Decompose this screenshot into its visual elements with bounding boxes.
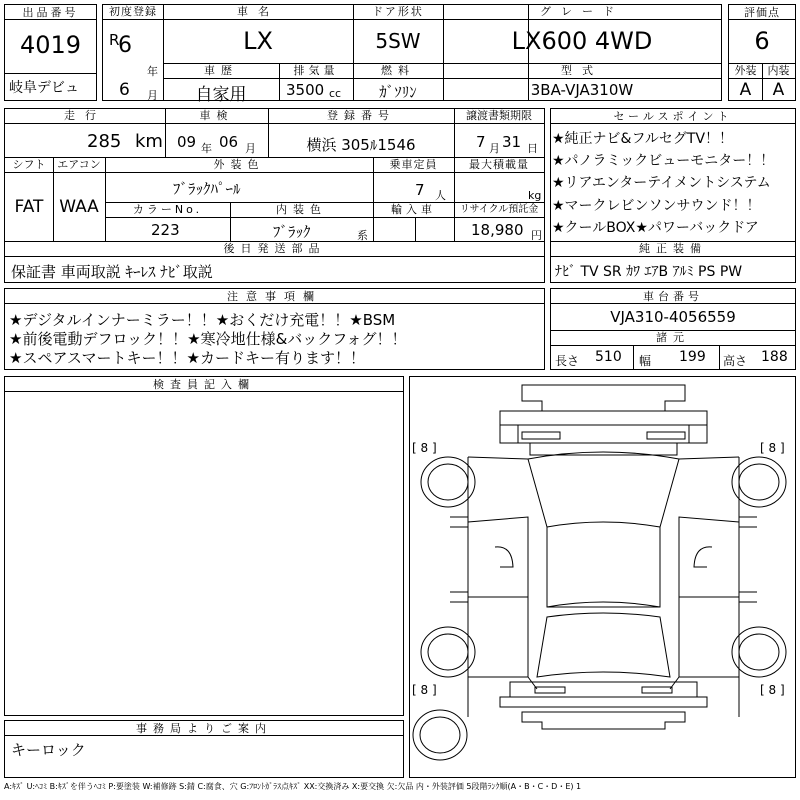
mileage-label: 走行 <box>64 109 106 122</box>
history: 自家用 <box>195 85 247 105</box>
inspector-label: 検査員記入欄 <box>5 377 403 392</box>
lot-box <box>4 4 97 101</box>
tire-mark-front-right: [ 8 ] <box>760 441 785 455</box>
grade: LX600 4WD <box>511 27 653 55</box>
color-no: 223 <box>151 221 180 239</box>
width-label: 幅 <box>639 354 652 368</box>
legend: A:ｷｽﾞ U:ﾍｺﾐ B:ｷｽﾞを伴うﾍｺﾐ P:要塗装 W:補修跡 S:錆 C:腐食、穴 G:ﾌﾛﾝﾄｶﾞﾗｽ点ｷｽﾞ XX:交換済み X:要交換 欠:欠品 内・外装評価 5段階ﾗﾝｸ順(A・B・C・D・E) 1 <box>4 782 582 791</box>
capacity-unit: 人 <box>435 189 446 202</box>
color-no-label: カラーNo. <box>132 203 203 216</box>
capacity: 7 <box>415 181 425 199</box>
name-label: 車名 <box>237 5 279 18</box>
ac: WAA <box>59 197 99 217</box>
ac-label: エアコン <box>57 158 101 171</box>
height: 188 <box>761 349 788 365</box>
int-color-suffix: 系 <box>357 229 368 242</box>
ext-color: ﾌﾞﾗｯｸﾊﾟｰﾙ <box>173 180 241 198</box>
exterior-grade: A <box>739 80 752 100</box>
main-header-box <box>102 4 722 105</box>
doc-day: 31 <box>502 133 522 151</box>
door: 5SW <box>375 29 421 53</box>
recycle-label: リサイクル預託金 <box>459 204 539 215</box>
office-box <box>4 720 404 778</box>
insp-month-unit: 月 <box>245 142 256 155</box>
history-label: 車歴 <box>204 64 238 77</box>
plate: 横浜 305ﾙ1546 <box>306 136 416 154</box>
mileage-unit: km <box>135 131 163 152</box>
dims-label: 諸元 <box>656 331 690 344</box>
sales-point-1: ★純正ナビ&フルセグTV！！ <box>552 131 734 147</box>
reg-label: 初度登録 <box>109 5 157 18</box>
door-label: ドア形状 <box>372 5 424 18</box>
tire-mark-front-left: [ 8 ] <box>412 441 437 455</box>
lot-number: 4019 <box>19 31 82 59</box>
cc-unit: cc <box>329 87 342 100</box>
doc-month: 7 <box>476 133 486 151</box>
office-label: 事務局よりご案内 <box>5 721 403 736</box>
displacement: 3500 <box>286 81 325 99</box>
doc-day-unit: 日 <box>527 142 538 155</box>
mileage: 285 <box>87 131 122 152</box>
height-label: 高さ <box>723 354 748 368</box>
model-label: 型式 <box>561 64 603 77</box>
int-color: ﾌﾞﾗｯｸ <box>273 223 311 241</box>
int-color-label: 内装色 <box>276 203 327 216</box>
equip-label: 純正装備 <box>639 242 707 255</box>
fuel: ｶﾞｿﾘﾝ <box>379 83 417 101</box>
import-label: 輸入車 <box>391 203 436 216</box>
reg-era: R <box>109 31 120 49</box>
width: 199 <box>679 349 706 365</box>
score-label: 評価点 <box>729 5 795 20</box>
chassis-box <box>550 288 796 370</box>
interior-grade: A <box>772 80 785 100</box>
length: 510 <box>595 349 622 365</box>
reg-year: 6 <box>118 33 132 58</box>
notes-label: 注意事項欄 <box>5 289 544 304</box>
load-label: 最大積載量 <box>469 158 529 171</box>
doc-month-unit: 月 <box>489 142 500 155</box>
venue: 岐阜デビュ <box>9 80 79 96</box>
insp-year-unit: 年 <box>201 142 212 155</box>
exterior-label: 外装 <box>734 64 757 77</box>
reg-month: 6 <box>119 80 130 100</box>
displacement-label: 排気量 <box>293 64 339 77</box>
sales-point-5: ★クールBOX★パワーバックドア <box>552 220 759 236</box>
spec-box <box>4 108 545 283</box>
plate-label: 登録番号 <box>327 109 395 122</box>
sales-label: セールスポイント <box>551 109 795 124</box>
year-unit: 年 <box>147 65 158 78</box>
notes-line-3: ★スペアスマートキー！！★カードキー有ります！！ <box>9 349 365 367</box>
score-box <box>728 4 796 101</box>
notes-box <box>4 288 545 370</box>
fuel-label: 燃料 <box>381 64 415 77</box>
later-parts-label: 後日発送部品 <box>223 242 326 255</box>
tire-mark-rear-left: [ 8 ] <box>412 683 437 697</box>
office-note: キーロック <box>11 741 86 759</box>
chassis-label: 車台番号 <box>551 289 795 304</box>
sales-point-4: ★マークレビンソンサウンド！！ <box>552 198 761 214</box>
shift: FAT <box>14 197 44 217</box>
recycle-unit: 円 <box>531 229 542 242</box>
capacity-label: 乗車定員 <box>389 158 438 171</box>
interior-label: 内装 <box>767 64 790 77</box>
car-outline-diagram <box>410 377 797 779</box>
length-label: 長さ <box>555 354 580 368</box>
insp-year: 09 <box>177 133 197 151</box>
lot-label: 出品番号 <box>5 5 96 20</box>
car-name: LX <box>243 27 273 55</box>
month-unit: 月 <box>147 89 158 102</box>
car-diagram <box>409 376 796 778</box>
sales-point-3: ★リアエンターテイメントシステム <box>552 175 771 191</box>
score: 6 <box>754 27 770 55</box>
recycle: 18,980 <box>471 221 524 239</box>
model-code: 3BA-VJA310W <box>530 81 634 99</box>
inspection-label: 車検 <box>199 109 234 122</box>
doc-label: 譲渡書類期限 <box>466 109 532 122</box>
grade-label: グレード <box>540 5 624 18</box>
load-unit: kg <box>528 189 542 202</box>
equipment: ﾅﾋﾞ TV SR ｶﾜ ｴｱB ｱﾙﾐ PS PW <box>555 264 743 280</box>
later-parts: 保証書 車両取説 ｷｰﾚｽ ﾅﾋﾞ取説 <box>11 263 213 281</box>
sales-point-2: ★パノラミックビューモニター！！ <box>552 153 775 169</box>
inspector-box <box>4 376 404 716</box>
chassis: VJA310-4056559 <box>610 308 736 326</box>
shift-label: シフト <box>12 158 46 171</box>
notes-line-1: ★デジタルインナーミラー！！★おくだけ充電！！★BSM <box>9 311 396 329</box>
sales-box <box>550 108 796 283</box>
tire-mark-rear-right: [ 8 ] <box>760 683 785 697</box>
notes-line-2: ★前後電動デフロック！！★寒冷地仕様&バックフォグ！！ <box>9 330 407 348</box>
ext-color-label: 外装色 <box>213 158 265 171</box>
insp-month: 06 <box>219 133 239 151</box>
